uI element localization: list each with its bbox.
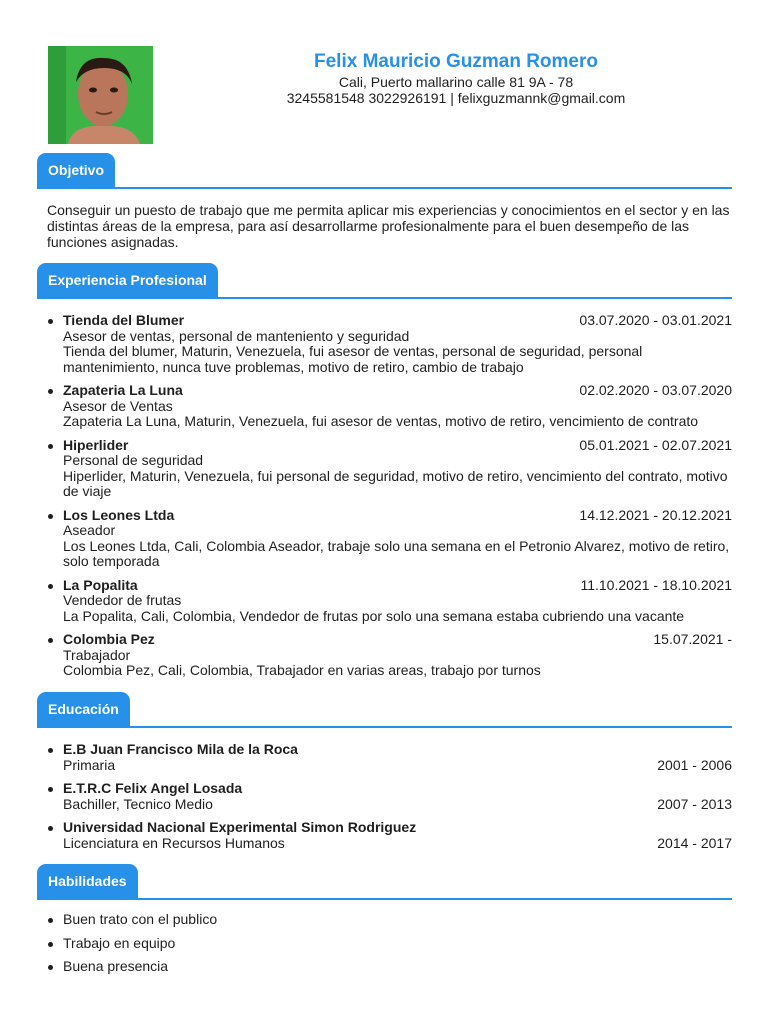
list-item bbox=[37, 742, 732, 773]
resume-header bbox=[180, 50, 732, 106]
bullet-icon bbox=[48, 918, 53, 923]
study-years: 2007 - 2013 bbox=[657, 795, 732, 812]
study-years: 2014 - 2017 bbox=[657, 834, 732, 851]
job-role: Asesor de ventas, personal de manteniento y seguridad bbox=[63, 327, 410, 344]
section-title: Habilidades bbox=[37, 864, 138, 899]
person-name: Felix Mauricio Guzman Romero bbox=[314, 51, 598, 72]
bullet-icon bbox=[48, 444, 53, 449]
list-item bbox=[37, 632, 732, 679]
bullet-icon bbox=[48, 514, 53, 519]
company-name: La Popalita bbox=[63, 576, 138, 593]
job-dates: 14.12.2021 - 20.12.2021 bbox=[579, 506, 732, 523]
school-name: E.T.R.C Felix Angel Losada bbox=[63, 780, 243, 796]
school-name: E.B Juan Francisco Mila de la Roca bbox=[63, 741, 298, 757]
skill-text: Buena presencia bbox=[63, 958, 169, 974]
objective-section bbox=[37, 153, 732, 250]
section-title: Educación bbox=[37, 692, 130, 727]
company-name: Los Leones Ltda bbox=[63, 506, 175, 523]
skill-text: Buen trato con el publico bbox=[63, 911, 218, 927]
job-description: Colombia Pez, Cali, Colombia, Trabajador en varias areas, trabajo por turnos bbox=[63, 662, 541, 678]
section-header bbox=[37, 263, 732, 299]
section-divider bbox=[37, 898, 732, 900]
bullet-icon bbox=[48, 638, 53, 643]
education-section bbox=[37, 692, 732, 859]
company-name: Hiperlider bbox=[63, 436, 129, 453]
school-name: Universidad Nacional Experimental Simon Rodriguez bbox=[63, 819, 417, 835]
job-dates: 11.10.2021 - 18.10.2021 bbox=[580, 576, 732, 593]
bullet-icon bbox=[48, 389, 53, 394]
company-name: Colombia Pez bbox=[63, 631, 155, 647]
experience-list bbox=[37, 313, 732, 679]
section-divider bbox=[37, 187, 732, 189]
list-item bbox=[37, 438, 732, 500]
section-header bbox=[37, 692, 732, 728]
degree: Licenciatura en Recursos Humanos bbox=[63, 834, 285, 851]
job-role: Trabajador bbox=[63, 646, 131, 663]
portrait-photo-icon bbox=[48, 46, 153, 144]
address: Cali, Puerto mallarino calle 81 9A - 78 bbox=[338, 74, 574, 90]
contact-info: 3245581548 3022926191 | felixguzmannk@gmail.com bbox=[286, 90, 626, 106]
list-item bbox=[37, 959, 732, 975]
job-dates: 05.01.2021 - 02.07.2021 bbox=[579, 436, 732, 453]
job-role: Personal de seguridad bbox=[63, 452, 204, 468]
section-title: Objetivo bbox=[37, 153, 115, 188]
degree: Primaria bbox=[63, 756, 116, 773]
job-description: Los Leones Ltda, Cali, Colombia Aseador, trabaje solo una semana en el Petronio Alvarez, motivo de retiro, solo temporada bbox=[63, 537, 730, 569]
job-description: Tienda del blumer, Maturin, Venezuela, fui asesor de ventas, personal de seguridad, personal mantenimiento, nunca tuve problemas, motivo de retiro, cambio de trabajo bbox=[63, 343, 643, 375]
profile-photo bbox=[48, 46, 153, 144]
section-divider bbox=[37, 726, 732, 728]
degree: Bachiller, Tecnico Medio bbox=[63, 795, 213, 812]
bullet-icon bbox=[48, 319, 53, 324]
job-role: Vendedor de frutas bbox=[63, 592, 182, 608]
section-header bbox=[37, 864, 732, 900]
job-description: Zapateria La Luna, Maturin, Venezuela, fui asesor de ventas, motivo de retiro, vencimiento de contrato bbox=[63, 413, 699, 429]
list-item bbox=[37, 820, 732, 851]
bullet-icon bbox=[48, 826, 53, 831]
list-item bbox=[37, 313, 732, 375]
job-description: Hiperlider, Maturin, Venezuela, fui personal de seguridad, motivo de retiro, vencimiento del contrato, motivo de viaje bbox=[63, 467, 728, 499]
job-dates: 03.07.2020 - 03.01.2021 bbox=[579, 312, 732, 328]
bullet-icon bbox=[48, 787, 53, 792]
experience-section bbox=[37, 263, 732, 687]
bullet-icon bbox=[48, 748, 53, 753]
list-item bbox=[37, 912, 732, 928]
section-header bbox=[37, 153, 732, 189]
job-dates: 15.07.2021 - bbox=[653, 631, 732, 647]
job-role: Asesor de Ventas bbox=[63, 397, 173, 414]
bullet-icon bbox=[48, 942, 53, 947]
company-name: Tienda del Blumer bbox=[63, 312, 185, 328]
list-item bbox=[37, 508, 732, 570]
section-title: Experiencia Profesional bbox=[37, 263, 218, 298]
skill-text: Trabajo en equipo bbox=[63, 934, 176, 951]
list-item bbox=[37, 936, 732, 952]
education-list bbox=[37, 742, 732, 851]
section-divider bbox=[37, 297, 732, 299]
study-years: 2001 - 2006 bbox=[657, 756, 732, 773]
skills-list bbox=[37, 912, 732, 975]
job-dates: 02.02.2020 - 03.07.2020 bbox=[579, 382, 732, 398]
bullet-icon bbox=[48, 965, 53, 970]
objective-text: Conseguir un puesto de trabajo que me permita aplicar mis experiencias y conocimientos en el sector y en las distintas áreas de la empresa, para así desarrollarme profesionalmente para el buen desempeño de las funciones asignadas. bbox=[47, 202, 730, 250]
job-role: Aseador bbox=[63, 522, 116, 538]
job-description: La Popalita, Cali, Colombia, Vendedor de frutas por solo una semana estaba cubriendo una vacante bbox=[63, 607, 685, 624]
list-item bbox=[37, 578, 732, 625]
bullet-icon bbox=[48, 584, 53, 589]
list-item bbox=[37, 383, 732, 430]
list-item bbox=[37, 781, 732, 812]
company-name: Zapateria La Luna bbox=[63, 382, 183, 398]
skills-section bbox=[37, 864, 732, 983]
